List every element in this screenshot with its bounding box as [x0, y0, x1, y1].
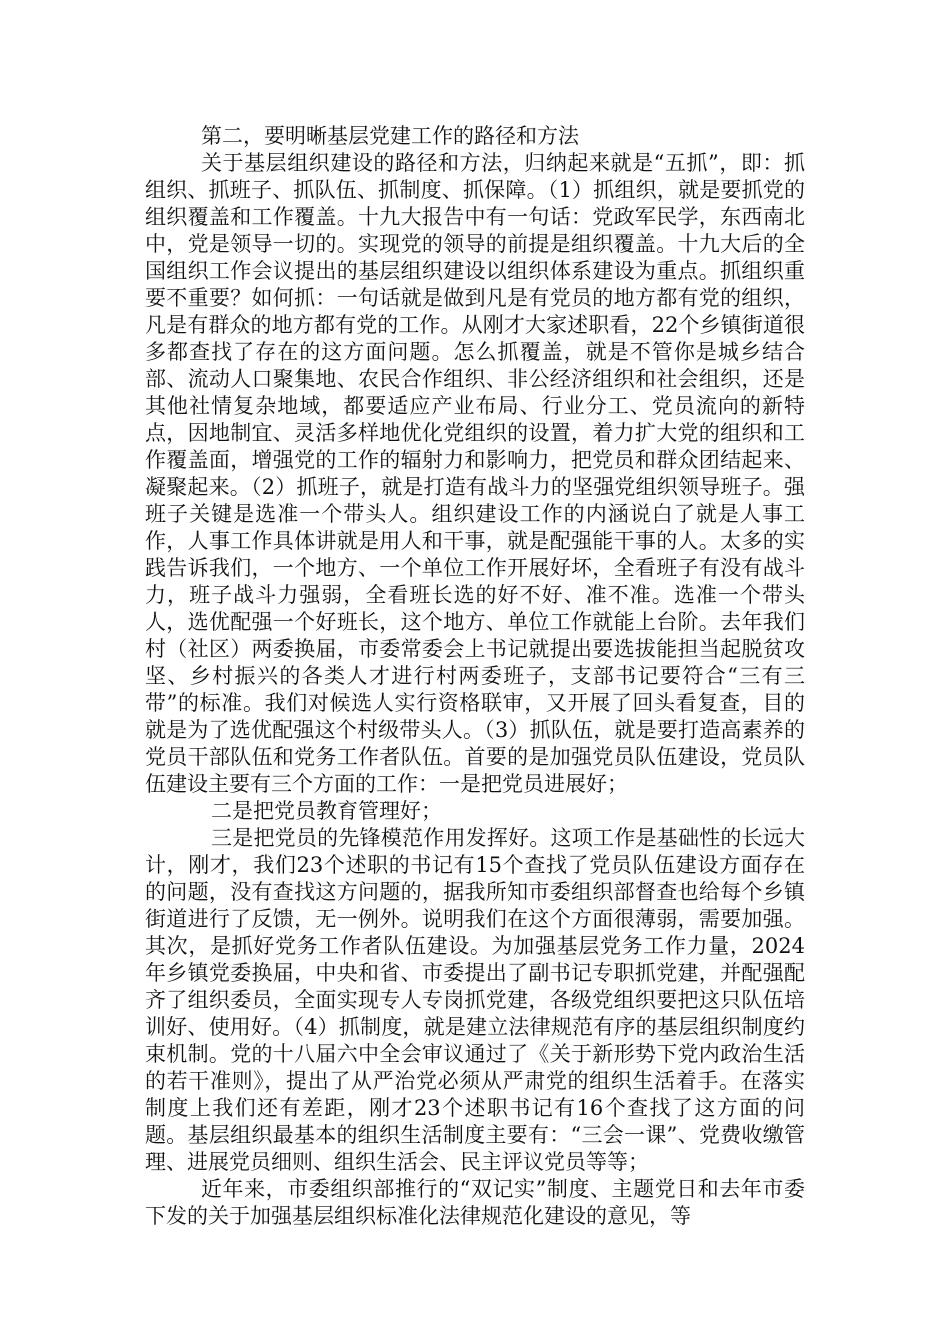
paragraph-recent-years: 近年来，市委组织部推行的“双记实”制度、主题党日和去年市委下发的关于加强基层组织标准化法律规范化建设的意见，等: [145, 1177, 805, 1228]
paragraph-five-grasps: 关于基层组织建设的路径和方法，归纳起来就是“五抓”，即：抓组织、抓班子、抓队伍、抓制度、抓保障。（1）抓组织，就是要抓党的组织覆盖和工作覆盖。十九大报告中有一句话：党政军民学，东西南北中，党是领导一切的。实现党的领导的前提是组织覆盖。十九大后的全国组织工作会议提出的基层组织建设以组织体系建设为重点。抓组织重要不重要？如何抓：一句话就是做到凡是有党员的地方都有党的组织，凡是有群众的地方都有党的工作。从刚才大家述职看，22个乡镇街道很多都查找了存在的这方面问题。怎么抓覆盖，就是不管你是城乡结合部、流动人口聚集地、农民合作组织、非公经济组织和社会组织，还是其他社情复杂地域，都要适应产业布局、行业分工、党员流向的新特点，因地制宜、灵活多样地优化党组织的设置，着力扩大党的组织和工作覆盖面，增强党的工作的辐射力和影响力，把党员和群众团结起来、凝聚起来。（2）抓班子，就是打造有战斗力的坚强党组织领导班子。强班子关键是选准一个带头人。组织建设工作的内涵说白了就是人事工作，人事工作具体讲就是用人和干事，就是配强能干事的人。太多的实践告诉我们，一个地方、一个单位工作开展好坏，全看班子有没有战斗力，班子战斗力强弱，全看班长选的好不好、准不准。选准一个带头人，选优配强一个好班长，这个地方、单位工作就能上台阶。去年我们村（社区）两委换届，市委常委会上书记就提出要选拔能担当起脱贫攻坚、乡村振兴的各类人才进行村两委班子，支部书记要符合“三有三带”的标准。我们对候选人实行资格联审，又开展了回头看复查，目的就是为了选优配强这个村级带头人。（3）抓队伍，就是要打造高素养的党员干部队伍和党务工作者队伍。首要的是加强党员队伍建设，党员队伍建设主要有三个方面的工作：一是把党员进展好；: [145, 151, 805, 796]
paragraph-party-member-education: 二是把党员教育管理好；: [211, 799, 442, 823]
document-body: [145, 123, 805, 1230]
section-heading: 第二，要明晰基层党建工作的路径和方法: [201, 124, 579, 148]
paragraph-vanguard-role: 三是把党员的先锋模范作用发挥好。这项工作是基础性的长远大计，刚才，我们23个述职的书记有15个查找了党员队伍建设方面存在的问题，没有查找这方问题的，据我所知市委组织部督查也给每个乡镇街道进行了反馈，无一例外。说明我们在这个方面很薄弱，需要加强。其次，是抓好党务工作者队伍建设。为加强基层党务工作力量，2024年乡镇党委换届，中央和省、市委提出了副书记专职抓党建，并配强配齐了组织委员，全面实现专人专岗抓党建，各级党组织要把这只队伍培训好、使用好。（4）抓制度，就是建立法律规范有序的基层组织制度约束机制。党的十八届六中全会审议通过了《关于新形势下党内政治生活的若干准则》，提出了从严治党必须从严肃党的组织生活着手。在落实制度上我们还有差距，刚才23个述职书记有16个查找了这方面的问题。基层组织最基本的组织生活制度主要有：“三会一课”、党费收缴管理、进展党员细则、组织生活会、民主评议党员等等；: [145, 826, 805, 1174]
